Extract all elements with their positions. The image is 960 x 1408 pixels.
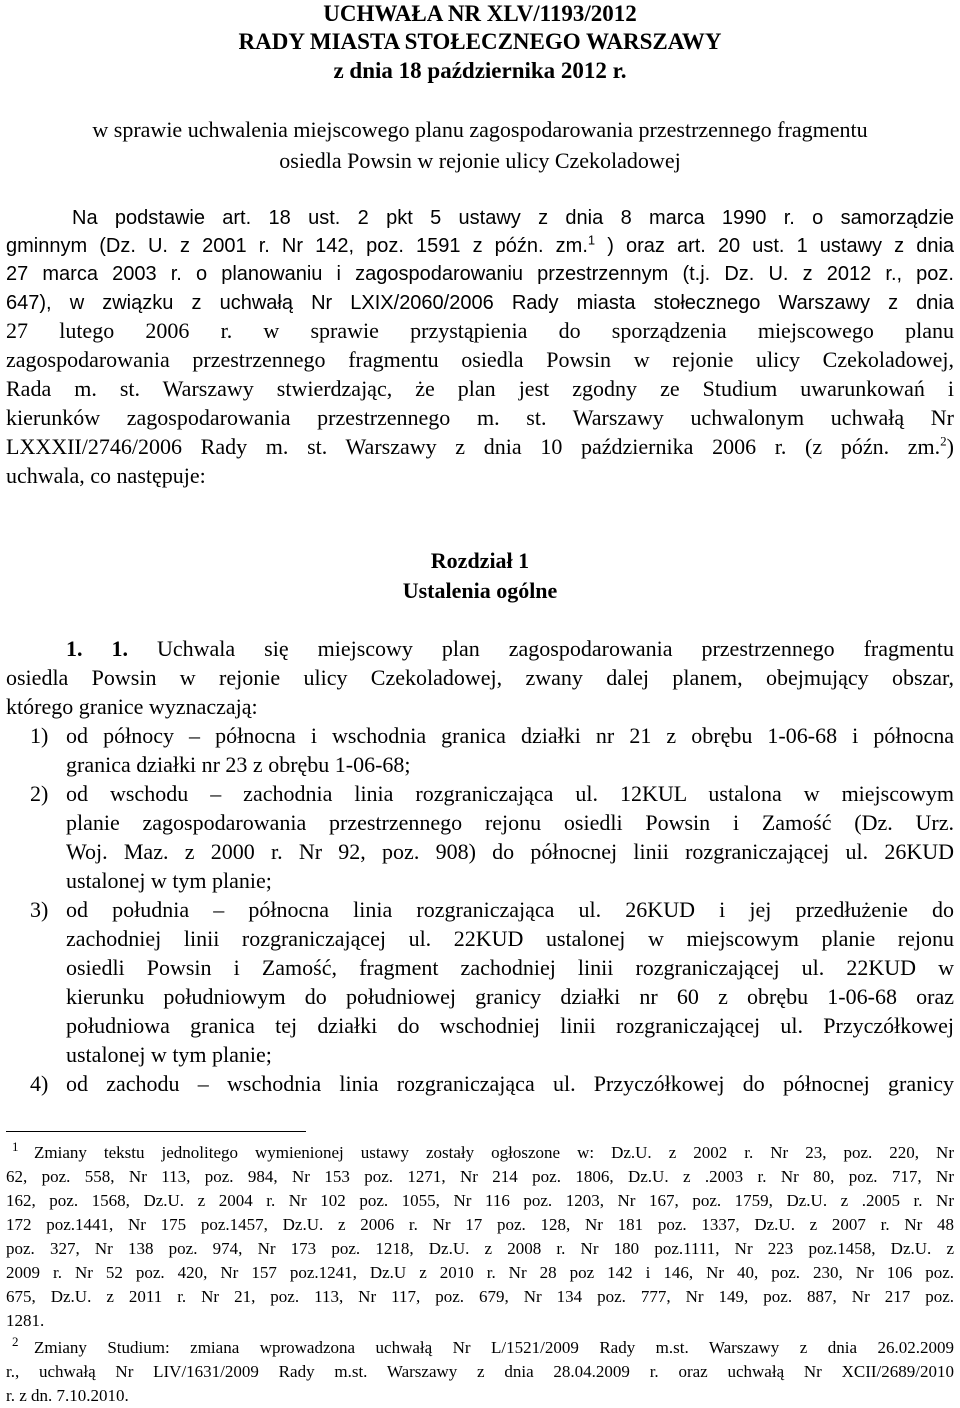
footnote-line: poz. 327, Nr 138 poz. 974, Nr 173 poz. 1218, Dz.U. z 2008 r. Nr 180 poz.1111, Nr 223 poz.1458, Dz.U. z (6, 1239, 954, 1258)
footnote-line: 675, Dz.U. z 2011 r. Nr 21, poz. 113, Nr 117, poz. 679, Nr 134 poz. 777, Nr 149, poz. 887, Nr 217 poz. (6, 1287, 954, 1306)
paragraph-1-line: którego granice wyznaczają: (6, 694, 258, 719)
paragraph-label: 1. 1. (66, 636, 128, 661)
preamble-line: 647), w związku z uchwałą Nr LXIX/2060/2006 Rady miasta stołecznego Warszawy z dnia (6, 292, 954, 314)
footnote-marker: 2 (12, 1334, 19, 1349)
preamble-line: Rada m. st. Warszawy stwierdzając, że plan jest zgodny ze Studium uwarunkowań i (6, 376, 954, 401)
footnote-line: 1 Zmiany tekstu jednolitego wymienionej ustawy zostały ogłoszone w: Dz.U. z 2002 r. Nr 23, poz. 220, Nr (34, 1141, 954, 1165)
footnote-marker: 1 (12, 1139, 19, 1154)
list-item: granica działki nr 23 z obrębu 1-06-68; (66, 752, 411, 777)
subject-line-2: osiedla Powsin w rejonie ulicy Czekoladowej (279, 148, 681, 173)
footnote-line: 172 poz.1441, Nr 175 poz.1457, Dz.U. z 2006 r. Nr 17 poz. 128, Nr 181 poz. 1337, Dz.U. z 2007 r. Nr 48 (6, 1215, 954, 1234)
footnote-ref-1[interactable]: 1 (587, 232, 596, 248)
list-item: od wschodu – zachodnia linia rozgraniczająca ul. 12KUL ustalona w miejscowym (66, 781, 954, 806)
footnote-line: r., uchwałą Nr LIV/1631/2009 Rady m.st. Warszawy z dnia 28.04.2009 r. oraz uchwałą Nr XCII/2689/2010 (6, 1362, 954, 1381)
preamble-line: gminnym (Dz. U. z 2001 r. Nr 142, poz. 1591 z późn. zm.$^1$ ) oraz art. 20 ust. 1 ustawy z dnia (6, 232, 955, 257)
list-number: 2) (30, 781, 49, 806)
paragraph-1-line: osiedla Powsin w rejonie ulicy Czekoladowej, zwany dalej planem, obejmujący obszar, (6, 665, 954, 690)
list-number: 1) (30, 723, 49, 748)
list-item: ustalonej w tym planie; (66, 868, 272, 893)
list-item: ustalonej w tym planie; (66, 1042, 272, 1067)
list-item: kierunku południowym do południowej granicy działki nr 60 z obrębu 1-06-68 oraz (66, 984, 954, 1009)
issuing-body: RADY MIASTA STOŁECZNEGO WARSZAWY (238, 29, 722, 54)
list-item: zachodniej linii rozgraniczającej ul. 22KUD ustalonej w miejscowym planie rejonu (66, 926, 954, 951)
chapter-title: Ustalenia ogólne (402, 578, 558, 603)
footnote-ref-2[interactable]: 2 (940, 433, 947, 449)
preamble-line: Na podstawie art. 18 ust. 2 pkt 5 ustawy z dnia 8 marca 1990 r. o samorządzie (72, 207, 954, 229)
footnote-line: 2 Zmiany Studium: zmiana wprowadzona uchwałą Nr L/1521/2009 Rady m.st. Warszawy z dnia 26.02.2009 (34, 1336, 954, 1360)
list-item: od północy – północna i wschodnia granica działki nr 21 z obrębu 1-06-68 i północna (66, 723, 954, 748)
preamble-line: zagospodarowania przestrzennego fragmentu osiedla Powsin w rejonie ulicy Czekoladowej, (6, 347, 954, 372)
footnote-line: 162, poz. 1568, Dz.U. z 2004 r. Nr 102 poz. 1055, Nr 116 poz. 1203, Nr 167, poz. 1759, Dz.U. z .2005 r. Nr (6, 1191, 954, 1210)
list-number: 4) (30, 1071, 49, 1096)
resolution-date: z dnia 18 października 2012 r. (333, 58, 627, 83)
preamble-line: kierunków zagospodarowania przestrzennego m. st. Warszawy uchwalonym uchwałą Nr (6, 405, 954, 430)
subject-line-1: w sprawie uchwalenia miejscowego planu zagospodarowania przestrzennego fragmentu (92, 117, 868, 142)
preamble-line: LXXXII/2746/2006 Rady m. st. Warszawy z dnia 10 października 2006 r. (z późn. zm.$^2$) (6, 433, 954, 459)
preamble-line: 27 marca 2003 r. o planowaniu i zagospodarowaniu przestrzennym (t.j. Dz. U. z 2012 r., poz. (6, 263, 954, 285)
paragraph-1-line: 1. 1. Uchwala się miejscowy plan zagospodarowania przestrzennego fragmentu (66, 636, 955, 661)
list-item: od zachodu – wschodnia linia rozgraniczająca ul. Przyczółkowej do północnej granicy (66, 1071, 954, 1096)
footnote-line: 1281. (6, 1311, 45, 1330)
list-item: Woj. Maz. z 2000 r. Nr 92, poz. 908) do północnej linii rozgraniczającej ul. 26KUD (66, 839, 954, 864)
list-item: od południa – północna linia rozgraniczająca ul. 26KUD i jej przedłużenie do (66, 897, 954, 922)
preamble-line: uchwala, co następuje: (6, 463, 206, 488)
chapter-number: Rozdział 1 (430, 548, 530, 573)
preamble-line: 27 lutego 2006 r. w sprawie przystąpienia do sporządzenia miejscowego planu (6, 318, 954, 343)
list-item: południowa granica tej działki do wschodniej linii rozgraniczającej ul. Przyczółkowej (66, 1013, 954, 1038)
footnote-line: 2009 r. Nr 52 poz. 420, Nr 157 poz.1241, Dz.U z 2010 r. Nr 28 poz 142 i 146, Nr 40, poz. 230, Nr 106 poz. (6, 1263, 954, 1282)
footnote-separator (6, 1131, 306, 1132)
resolution-number: UCHWAŁA NR XLV/1193/2012 (323, 1, 637, 26)
footnote-line: 62, poz. 558, Nr 113, poz. 984, Nr 153 poz. 1271, Nr 214 poz. 1806, Dz.U. z .2003 r. Nr 80, poz. 717, Nr (6, 1167, 954, 1186)
list-item: planie zagospodarowania przestrzennego rejonu osiedli Powsin i Zamość (Dz. Urz. (66, 810, 954, 835)
list-item: osiedli Powsin i Zamość, fragment zachodniej linii rozgraniczającej ul. 22KUD w (66, 955, 954, 980)
footnote-line: r. z dn. 7.10.2010. (6, 1386, 129, 1405)
list-number: 3) (30, 897, 49, 922)
